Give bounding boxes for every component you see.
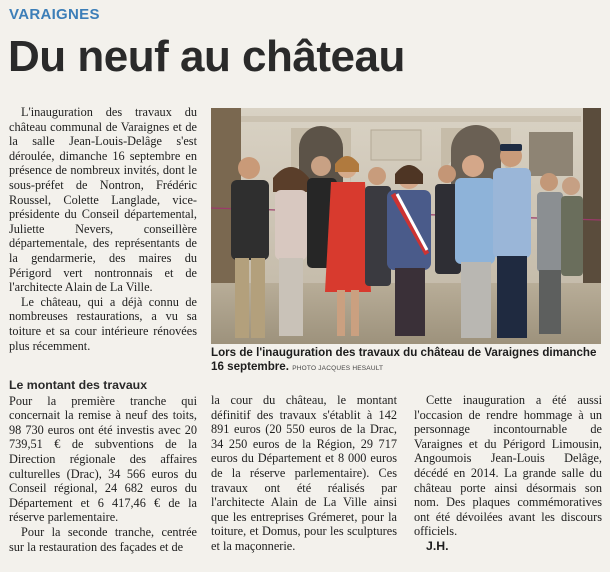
body-paragraph-3: la cour du château, le montant définitif des travaux s'établit à 142 891 euros (20 550 euros de la Drac, 34 250 euros de la Région, 29 717 euros du Département et 8 000 euros de la réserve parlementaire). Ces travaux ont été réalisés par l'architecte Alain de La Ville ainsi que les entreprises Grémeret, pour la toiture, et Domus, pour les sculptures et la maçonnerie. (211, 393, 397, 553)
body-column-3 (414, 393, 602, 554)
inauguration-photo (211, 108, 601, 344)
photo-caption (211, 346, 603, 375)
body-paragraph-2: Pour la seconde tranche, centrée sur la restauration des façades et de (9, 524, 197, 554)
intro-paragraph-2: Le château, qui a déjà connu de nombreuses restaurations, a vu sa toiture et sa cour intérieure rénovées plus récemment. (9, 294, 197, 353)
subhead: Le montant des travaux (9, 378, 148, 392)
body-column-2 (211, 393, 397, 554)
intro-column (9, 105, 197, 353)
photo-credit: PHOTO JACQUES HESAULT (292, 364, 384, 372)
section-label: VARAIGNES (9, 6, 100, 23)
caption-text: Lors de l'inauguration des travaux du château de Varaignes dimanche 16 septembre. (211, 346, 597, 373)
intro-paragraph-1: L'inauguration des travaux du château communal de Varaignes et de la salle Jean-Louis-Delâge s'est déroulée, dimanche 16 septembre en présence de nombreux invités, dont le sous-préfet de Nontron, Frédéric Roussel, Colette Langlade, vice-présidente du Conseil départemental, Juliette Nevers, conseillère départementale, des représentants de la gendarmerie, des maires du Périgord vert nontronnais et de l'architecte Alain de La Ville. (9, 105, 197, 295)
headline: Du neuf au château (8, 32, 405, 81)
body-paragraph-1: Pour la première tranche qui concernait la remise à neuf des toits, 98 730 euros ont été investis avec 20 739,51 € de subventions de la Direction régionale des affaires culturelles (Drac), 34 566 euros du Conseil régional, 24 682 euros du Département et 6 417,46 € de la réserve parlementaire. (9, 393, 197, 525)
body-paragraph-4: Cette inauguration a été aussi l'occasion de rendre hommage à un personnage incontournable de Varaignes et du Périgord Limousin, Angoumois Jean-Louis Delâge, décédé en 2014. La grande salle du château porte ainsi désormais son nom. Des plaques commémoratives ont été dévoilées avant les discours officiels. (414, 393, 602, 539)
body-column-1 (9, 378, 197, 554)
author-signature: J.H. (426, 538, 449, 553)
